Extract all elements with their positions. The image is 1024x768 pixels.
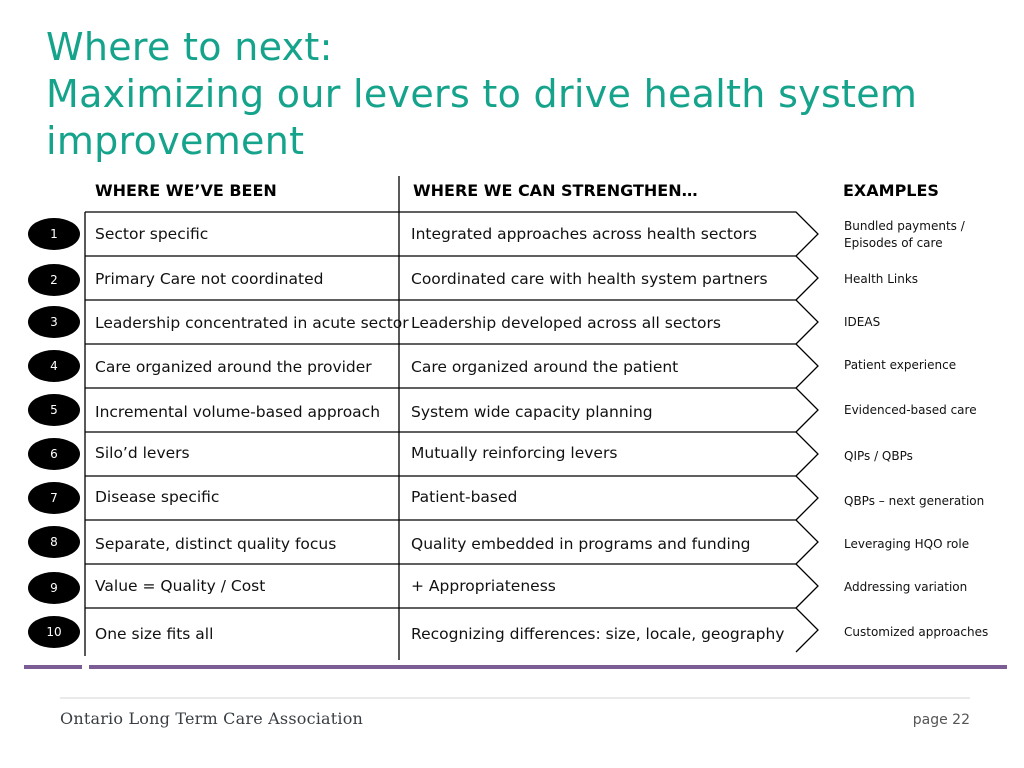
where-weve-been-cell: Disease specific [95,488,220,506]
table-row [0,520,1024,564]
table-row [0,256,1024,300]
header-where-weve-been: WHERE WE’VE BEEN [95,181,277,200]
where-we-can-strengthen-cell: System wide capacity planning [411,403,653,421]
table-row [0,300,1024,344]
header-where-we-can-strengthen: WHERE WE CAN STRENGTHEN… [413,181,698,200]
where-weve-been-cell: Value = Quality / Cost [95,577,266,595]
where-weve-been-cell: Sector specific [95,225,209,243]
row-number-badge: 5 [28,394,80,426]
table-row [0,212,1024,256]
example-cell: Evidenced-based care [844,403,977,417]
where-we-can-strengthen-cell: Patient-based [411,488,518,506]
table-row [0,476,1024,520]
where-weve-been-cell: Care organized around the provider [95,358,372,376]
where-we-can-strengthen-cell: Recognizing differences: size, locale, geography [411,625,785,643]
where-we-can-strengthen-cell: Coordinated care with health system partners [411,270,768,288]
row-number-badge: 4 [28,350,80,382]
example-cell: QIPs / QBPs [844,449,913,463]
table-row [0,608,1024,652]
table-row [0,388,1024,432]
row-number-badge: 7 [28,482,80,514]
table-row [0,432,1024,476]
row-number-badge: 9 [28,572,80,604]
title-line-1: Where to next: [46,25,333,69]
where-we-can-strengthen-cell: Integrated approaches across health sectors [411,225,757,243]
example-cell: IDEAS [844,315,881,329]
row-number-badge: 8 [28,526,80,558]
header-examples: EXAMPLES [843,181,939,200]
table-row [0,564,1024,608]
page-number: page 22 [912,712,970,728]
example-cell: QBPs – next generation [844,494,985,508]
row-number-badge: 2 [28,264,80,296]
title-line-3: improvement [46,119,305,163]
row-number-badge: 10 [28,616,80,648]
where-weve-been-cell: Separate, distinct quality focus [95,535,337,553]
where-weve-been-cell: One size fits all [95,625,214,643]
row-number-badge: 3 [28,306,80,338]
where-we-can-strengthen-cell: Leadership developed across all sectors [411,314,721,332]
row-number-badge: 6 [28,438,80,470]
where-weve-been-cell: Silo’d levers [95,444,190,462]
where-weve-been-cell: Primary Care not coordinated [95,270,324,288]
example-cell: Customized approaches [844,625,989,639]
where-we-can-strengthen-cell: + Appropriateness [411,577,556,595]
where-weve-been-cell: Incremental volume-based approach [95,403,381,421]
example-cell: Addressing variation [844,580,968,594]
where-weve-been-cell: Leadership concentrated in acute sector [95,314,409,332]
footer-organization-logo: Ontario Long Term Care Association [60,709,364,728]
example-cell: Health Links [844,272,919,286]
where-we-can-strengthen-cell: Quality embedded in programs and funding [411,535,751,553]
example-cell: Patient experience [844,358,957,372]
example-cell: Bundled payments / Episodes of care [844,219,965,250]
where-we-can-strengthen-cell: Mutually reinforcing levers [411,444,618,462]
title-line-2: Maximizing our levers to drive health system [46,72,918,116]
where-we-can-strengthen-cell: Care organized around the patient [411,358,679,376]
table-row [0,344,1024,388]
row-number-badge: 1 [28,218,80,250]
example-cell: Leveraging HQO role [844,537,970,551]
